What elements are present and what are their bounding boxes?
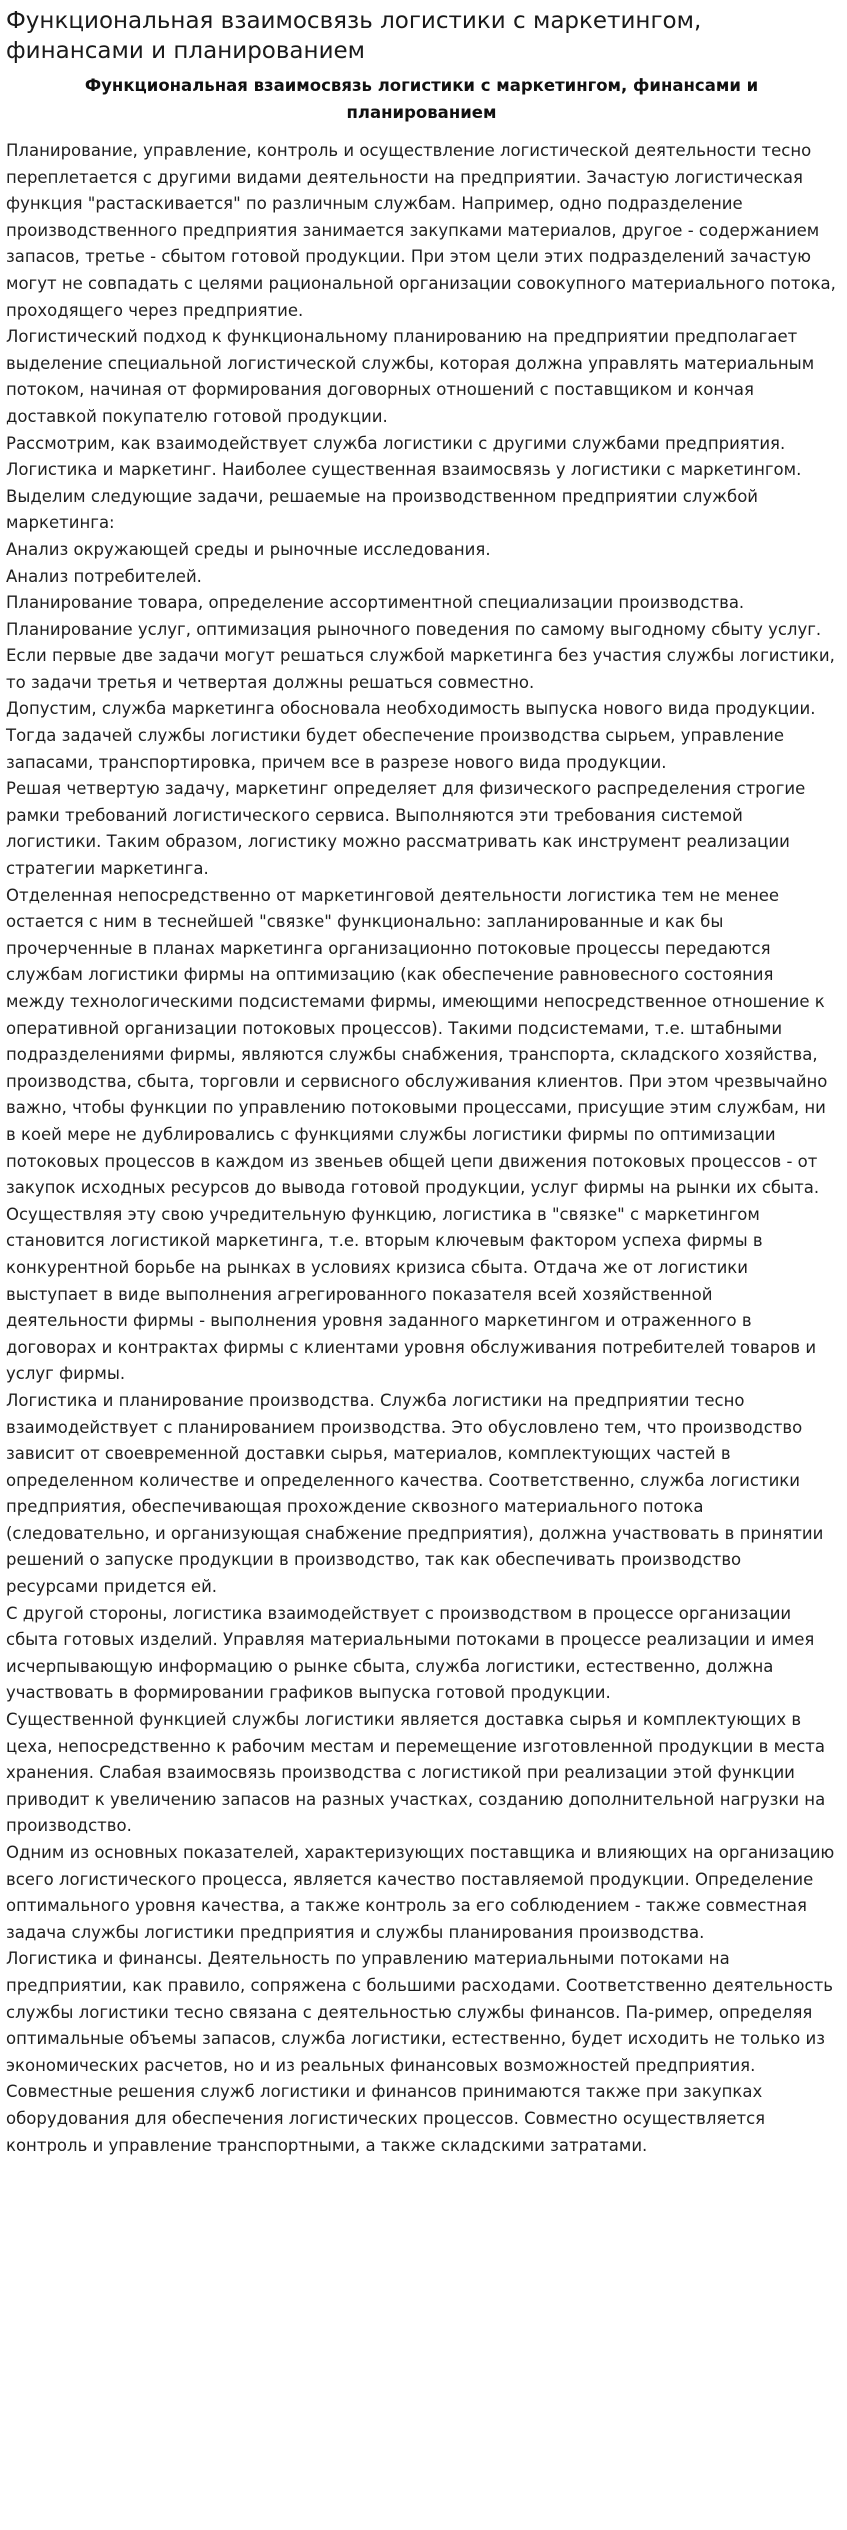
paragraph: Допустим, служба маркетинга обосновала необходимость выпуска нового вида продукции. Тогда задачей службы логистики будет обеспечение производства сырьем, управление запасами, транспортировка, причем все в разрезе нового вида продукции. xyxy=(6,699,816,772)
page-title: Функциональная взаимосвязь логистики с маркетингом, финансами и планированием xyxy=(6,8,702,64)
paragraph: Анализ потребителей. xyxy=(6,566,202,586)
paragraph: Планирование услуг, оптимизация рыночного поведения по самому выгодному сбыту услуг. xyxy=(6,619,822,639)
paragraph: Логистика и планирование производства. Служба логистики на предприятии тесно взаимодействует с планированием производства. Это обусловлено тем, что производство зависит от своевременной доставки сырья, материалов, комплектующих частей в определенном количестве и определенного качества. Соответственно, служба логистики предприятия, обеспечивающая прохождение сквозного материального потока (следовательно, и организующая снабжение предприятия), должна участвовать в принятии решений о запуске продукции в производство, так как обеспечивать производство ресурсами придется ей. xyxy=(6,1390,824,1597)
paragraph: Отделенная непосредственно от маркетинговой деятельности логистика тем не менее остается с ним в теснейшей "связке" функционально: запланированные и как бы прочерченные в планах маркетинга организационно потоковые процессы передаются службам логистики фирмы на оптимизацию (как обеспечение равновесного состояния между технологическими подсистемами фирмы, имеющими непосредственное отношение к оперативной организации потоковых процессов). Такими подсистемами, т.е. штабными подразделениями фирмы, являются службы снабжения, транспорта, складского хозяйства, производства, сбыта, торговли и сервисного обслуживания клиентов. При этом чрезвычайно важно, чтобы функции по управлению потоковыми процессами, присущие этим службам, ни в коей мере не дублировались с функциями службы логистики фирмы по оптимизации потоковых процессов в каждом из звеньев общей цепи движения потоковых процессов - от закупок исходных ресурсов до вывода готовой продукции, услуг фирмы на рынки их сбыта. Осуществляя эту свою учредительную функцию, логистика в "связке" с маркетингом становится логистикой маркетинга, т.е. вторым ключевым фактором успеха фирмы в конкурентной борьбе на рынках в условиях кризиса сбыта. Отдача же от логистики выступает в виде выполнения агрегированного показателя всей хозяйственной деятельности фирмы - выполнения уровня заданного маркетингом и отраженного в договорах и контрактах фирмы с клиентами уровня обслуживания потребителей товаров и услуг фирмы. xyxy=(6,885,828,1384)
paragraph: Решая четвертую задачу, маркетинг определяет для физического распределения строгие рамки требований логистического сервиса. Выполняются эти требования системой логистики. Таким образом, логистику можно рассматривать как инструмент реализации стратегии маркетинга. xyxy=(6,779,806,879)
paragraph: С другой стороны, логистика взаимодействует с производством в процессе организации сбыта готовых изделий. Управляя материальными потоками в процессе реализации и имея исчерпывающую информацию о рынке сбыта, служба логистики, естественно, должна участвовать в формировании графиков выпуска готовой продукции. xyxy=(6,1603,815,1703)
paragraph: Логистика и финансы. Деятельность по управлению материальными потоками на предприятии, как правило, сопряжена с большими расходами. Соответственно деятельность службы логистики тесно связана с деятельностью службы финансов. Па-ример, определяя оптимальные объемы запасов, служба логистики, естественно, будет исходить не только из экономических расчетов, но и из реальных финансовых возможностей предприятия. Совместные решения служб логистики и финансов принимаются также при закупках оборудования для обеспечения логистических процессов. Совместно осуществляется контроль и управление транспортными, а также складскими затратами. xyxy=(6,1949,833,2155)
article-subtitle: Функциональная взаимосвязь логистики с маркетингом, финансами и планированием xyxy=(84,76,759,122)
paragraph: Если первые две задачи могут решаться службой маркетинга без участия службы логистики, то задачи третья и четвертая должны решаться совместно. xyxy=(6,646,835,692)
paragraph: Логистический подход к функциональному планированию на предприятии предполагает выделение специальной логистической службы, которая должна управлять материальным потоком, начиная от формирования договорных отношений с поставщиком и кончая доставкой покупателю готовой продукции. xyxy=(6,327,815,426)
paragraph: Существенной функцией службы логистики является доставка сырья и комплектующих в цеха, непосредственно к рабочим местам и перемещение изготовленной продукции в места хранения. Слабая взаимосвязь производства с логистикой при реализации этой функции приводит к увеличению запасов на разных участках, созданию дополнительной нагрузки на производство. xyxy=(6,1710,826,1836)
paragraph: Рассмотрим, как взаимодействует служба логистики с другими службами предприятия. xyxy=(6,433,786,453)
paragraph: Планирование товара, определение ассортиментной специализации производства. xyxy=(6,593,745,613)
paragraph: Анализ окружающей среды и рыночные исследования. xyxy=(6,539,491,559)
article-body xyxy=(6,138,837,2159)
paragraph: Планирование, управление, контроль и осуществление логистической деятельности тесно переплетается с другими видами деятельности на предприятии. Зачастую логистическая функция "растаскивается" по различным службам. Например, одно подразделение производственного предприятия занимается закупками материалов, другое - содержанием запасов, третье - сбытом готовой продукции. При этом цели этих подразделений зачастую могут не совпадать с целями рациональной организации совокупного материального потока, проходящего через предприятие. xyxy=(6,141,836,320)
paragraph: Логистика и маркетинг. Наиболее существенная взаимосвязь у логистики с маркетингом. Выделим следующие задачи, решаемые на производственном предприятии службой маркетинга: xyxy=(6,460,802,533)
article xyxy=(0,6,847,2159)
paragraph: Одним из основных показателей, характеризующих поставщика и влияющих на организацию всего логистического процесса, является качество поставляемой продукции. Определение оптимального уровня качества, а также контроль за его соблюдением - также совместная задача службы логистики предприятия и службы планирования производства. xyxy=(6,1843,835,1942)
